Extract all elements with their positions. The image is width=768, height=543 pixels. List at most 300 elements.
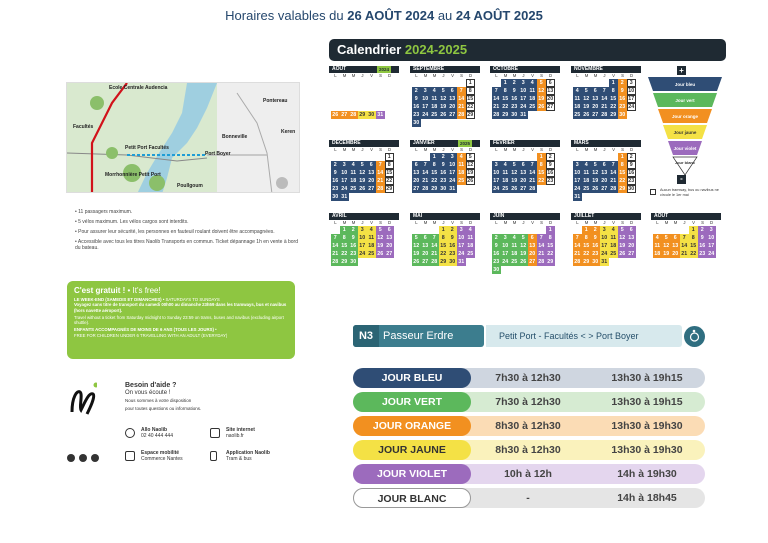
calendar-day: 4 xyxy=(609,226,618,234)
calendar-day: 24 xyxy=(708,251,715,257)
calendar-day: 15 xyxy=(690,243,697,249)
calendar-day: 28 xyxy=(458,112,465,118)
free-travel-box xyxy=(67,281,295,359)
calendar-day: 19 xyxy=(592,178,599,184)
calendar-day: 3 xyxy=(358,226,367,234)
plus-icon: + xyxy=(677,66,686,75)
info-item: • Pour assurer leur sécurité, les personnes en fauteuil roulant doivent être accompagnées. xyxy=(75,229,300,235)
month-name: NOVEMBRE xyxy=(571,66,641,73)
weekday-label: V xyxy=(370,73,373,78)
calendar-day: 14 xyxy=(377,170,384,176)
calendar-day: 11 xyxy=(574,96,581,102)
calendar-day: 16 xyxy=(619,96,626,102)
calendar-day: 2 xyxy=(331,161,340,169)
calendar-day: 1 xyxy=(430,153,439,161)
weekday-label: M xyxy=(342,220,347,225)
month-name: OCTOBRE xyxy=(490,66,560,73)
calendar-day: 6 xyxy=(519,161,528,169)
weekday-label: S xyxy=(379,147,382,152)
weekday-label: M xyxy=(423,147,428,152)
calendar-day: 24 xyxy=(458,251,465,257)
weekday-label: M xyxy=(351,220,356,225)
weekday-label: V xyxy=(612,73,615,78)
instagram-icon[interactable] xyxy=(79,454,87,462)
map-label-pontereau: Pontereau xyxy=(263,98,288,104)
calendar-day: 8 xyxy=(618,161,627,169)
holiday-icon xyxy=(650,189,656,195)
calendar-day: 27 xyxy=(520,186,527,192)
weekday-label: S xyxy=(460,147,463,152)
empty-cell xyxy=(582,153,591,161)
calendar-day: 24 xyxy=(601,251,608,257)
month-name: AOÛT 2024 xyxy=(329,66,399,73)
calendar-day: 28 xyxy=(538,259,545,265)
weekday-label: L xyxy=(415,220,418,225)
month-grid xyxy=(492,226,560,274)
calendar-day: 13 xyxy=(422,243,429,249)
weekday-label: L xyxy=(576,220,579,225)
calendar-day: 30 xyxy=(332,194,339,200)
calendar-day: 23 xyxy=(592,251,599,257)
calendar-day: 30 xyxy=(350,259,357,265)
calendar-day: 10 xyxy=(458,235,465,241)
calendar-day: 3 xyxy=(492,161,501,169)
calendar-day: 28 xyxy=(332,259,339,265)
calendar-day: 10 xyxy=(449,162,456,168)
calendar-year: 2024-2025 xyxy=(404,42,468,57)
weekday-label: L xyxy=(334,147,337,152)
free-weekend-desc: Voyagez sans titre de transport du samedi 00h00 au dimanche 23h59 dans les tramways, bus et navibus (hors navette aéroport). xyxy=(74,302,287,313)
calendar-day: 29 xyxy=(583,259,590,265)
calendar-day: 25 xyxy=(350,186,357,192)
calendar-day: 28 xyxy=(610,186,617,192)
calendar-day: 4 xyxy=(466,226,475,234)
weekday-label: M xyxy=(503,147,508,152)
calendar-day: 5 xyxy=(618,226,627,234)
calendar-day: 4 xyxy=(501,161,510,169)
info-item: • 11 passagers maximum. xyxy=(75,209,300,215)
free-children-fr: ENFANTS ACCOMPAGNÉS DE MOINS DE 6 ANS (TOUS LES JOURS) • xyxy=(74,327,217,333)
weekday-label: S xyxy=(540,147,543,152)
weekday-label: M xyxy=(351,73,356,78)
calendar-day: 23 xyxy=(511,104,518,110)
calendar-day: 12 xyxy=(467,162,474,168)
empty-cell xyxy=(537,226,546,234)
schedule-afternoon: 13h30 à 19h30 xyxy=(611,420,683,432)
weekday-label: D xyxy=(468,147,473,152)
calendar-day: 26 xyxy=(520,259,527,265)
calendar-day: 4 xyxy=(430,87,439,95)
schedule-day-type: JOUR VIOLET xyxy=(353,464,471,484)
calendar-day: 20 xyxy=(422,251,429,257)
x-twitter-icon[interactable] xyxy=(91,454,99,462)
calendar-day: 20 xyxy=(449,104,456,110)
calendar-day: 11 xyxy=(610,235,617,241)
calendar-day: 5 xyxy=(591,161,600,169)
month-grid xyxy=(412,153,480,193)
calendar-day: 8 xyxy=(430,161,439,169)
website-icon xyxy=(210,428,220,438)
month-grid xyxy=(331,79,399,119)
calendar-day: 25 xyxy=(431,112,438,118)
calendar-day: 28 xyxy=(601,112,608,118)
empty-cell xyxy=(591,153,600,161)
calendar-day: 15 xyxy=(467,96,474,102)
calendar-month xyxy=(571,140,641,201)
calendar-day: 6 xyxy=(671,234,680,242)
calendar-day: 14 xyxy=(601,96,608,102)
calendar-day: 19 xyxy=(538,96,545,102)
calendar-day: 27 xyxy=(628,251,635,257)
month-name: JANVIER 2025 xyxy=(410,140,480,147)
calendar-day: 1 xyxy=(385,153,394,161)
month-grid xyxy=(412,226,480,266)
calendar-day: 22 xyxy=(610,104,617,110)
calendar-day xyxy=(340,95,349,103)
month-grid xyxy=(653,226,721,258)
month-year: 2025 xyxy=(459,141,470,146)
weekday-label: J xyxy=(683,220,686,225)
empty-cell xyxy=(439,79,448,87)
month-name: AOÛT xyxy=(651,213,721,220)
calendar-day: 27 xyxy=(601,186,608,192)
calendar-day: 4 xyxy=(528,79,537,87)
weekday-label: M xyxy=(673,220,678,225)
weekday-label: D xyxy=(468,220,473,225)
calendar-day: 5 xyxy=(439,87,448,95)
calendar-day: 30 xyxy=(592,259,599,265)
empty-cell xyxy=(349,79,358,87)
weekday-label: L xyxy=(415,147,418,152)
schedule-row xyxy=(353,392,705,412)
free-weekend-en: • SATURDAYS TO SUNDAYS xyxy=(161,297,220,302)
calendar-day: 14 xyxy=(431,243,438,249)
calendar-day: 8 xyxy=(689,234,698,242)
calendar-day: 17 xyxy=(574,178,581,184)
calendar-day: 31 xyxy=(601,259,608,265)
empty-cell xyxy=(671,226,680,234)
calendar-day: 12 xyxy=(413,243,420,249)
calendar-day: 30 xyxy=(511,112,518,118)
contact-phone[interactable] xyxy=(141,427,173,439)
empty-cell xyxy=(501,153,510,161)
weekday-label: V xyxy=(612,220,615,225)
calendar-day: 24 xyxy=(502,259,509,265)
calendar-day: 4 xyxy=(653,234,662,242)
month-name: SEPTEMBRE xyxy=(410,66,480,73)
weekday-label: J xyxy=(442,73,445,78)
calendar-day: 31 xyxy=(520,112,527,118)
calendar-day: 25 xyxy=(502,186,509,192)
empty-cell xyxy=(412,226,421,234)
calendar-day: 3 xyxy=(600,226,609,234)
weekday-label: M xyxy=(584,73,589,78)
calendar-day: 10 xyxy=(493,170,500,176)
empty-cell xyxy=(421,226,430,234)
empty-cell xyxy=(358,153,367,161)
calendar-title: Calendrier xyxy=(337,42,405,57)
calendar-day: 26 xyxy=(377,251,384,257)
calendar-day: 14 xyxy=(574,243,581,249)
schedule-row xyxy=(353,416,705,436)
calendar-day: 6 xyxy=(421,234,430,242)
calendar-day xyxy=(358,87,367,95)
calendar-day: 7 xyxy=(376,161,385,169)
calendar-day: 5 xyxy=(412,234,421,242)
calendar-day: 1 xyxy=(537,153,546,161)
calendar-day: 14 xyxy=(529,170,536,176)
calendar-day xyxy=(385,95,394,103)
calendar-day: 14 xyxy=(332,243,339,249)
schedule-day-type: JOUR BLEU xyxy=(353,368,471,388)
calendar-day: 23 xyxy=(332,186,339,192)
calendar-day xyxy=(376,95,385,103)
weekday-label: J xyxy=(522,220,525,225)
month-grid xyxy=(412,79,480,127)
calendar-day: 1 xyxy=(439,226,448,234)
calendar-day: 3 xyxy=(501,234,510,242)
weekday-label: D xyxy=(629,147,634,152)
schedule-day-type: JOUR BLANC xyxy=(353,488,471,508)
wheelchair-drawing xyxy=(684,326,705,347)
contact-app[interactable] xyxy=(226,450,270,462)
calendar-day: 26 xyxy=(619,251,626,257)
calendar-day: 21 xyxy=(422,178,429,184)
calendar-day: 9 xyxy=(331,169,340,177)
empty-cell xyxy=(510,153,519,161)
calendar-day: 12 xyxy=(592,170,599,176)
calendar-day: 7 xyxy=(331,234,340,242)
contact-phone-value: 02 40 444 444 xyxy=(141,433,173,439)
weekday-label: M xyxy=(503,73,508,78)
weekday-label: M xyxy=(432,147,437,152)
facebook-icon[interactable] xyxy=(67,454,75,462)
calendar-day: 6 xyxy=(385,226,394,234)
month-name: JUILLET xyxy=(571,213,641,220)
calendar-day xyxy=(358,95,367,103)
schedule-afternoon: 13h30 à 19h15 xyxy=(611,372,683,384)
calendar-day: 6 xyxy=(627,226,636,234)
calendar-day: 18 xyxy=(458,170,465,176)
calendar-day: 16 xyxy=(547,170,554,176)
calendar-day: 18 xyxy=(368,243,375,249)
calendar-day: 19 xyxy=(359,178,366,184)
calendar-day: 22 xyxy=(690,251,697,257)
empty-cell xyxy=(492,79,501,87)
calendar-day xyxy=(385,103,394,111)
weekday-label: L xyxy=(334,220,337,225)
calendar-day: 10 xyxy=(601,235,608,241)
calendar-day: 14 xyxy=(458,96,465,102)
empty-cell xyxy=(600,153,609,161)
calendar-day: 19 xyxy=(413,251,420,257)
weekday-label: M xyxy=(432,73,437,78)
calendar-day: 10 xyxy=(574,170,581,176)
weekday-label: J xyxy=(361,220,364,225)
calendar-day: 19 xyxy=(583,104,590,110)
calendar-day: 8 xyxy=(340,234,349,242)
empty-cell xyxy=(492,153,501,161)
free-weekend-fr: LE WEEK-END (SAMEDIS ET DIMANCHES) xyxy=(74,297,162,302)
calendar-day: 5 xyxy=(582,87,591,95)
calendar-day xyxy=(340,103,349,111)
calendar-day: 27 xyxy=(386,251,393,257)
calendar-day xyxy=(385,87,394,95)
route-map xyxy=(66,82,300,193)
weekday-label: S xyxy=(460,220,463,225)
calendar-day xyxy=(349,95,358,103)
empty-cell xyxy=(519,153,528,161)
line-route: Petit Port - Facultés < > Port Boyer xyxy=(486,325,682,347)
contact-website[interactable] xyxy=(226,427,255,439)
month-grid xyxy=(331,153,399,201)
validity-header xyxy=(0,8,768,23)
calendar-day: 30 xyxy=(449,259,456,265)
calendar-day: 9 xyxy=(349,234,358,242)
calendar-day: 7 xyxy=(680,234,689,242)
empty-cell xyxy=(430,226,439,234)
calendar-day: 20 xyxy=(672,251,679,257)
weekday-label: M xyxy=(351,147,356,152)
calendar-day: 26 xyxy=(592,186,599,192)
empty-cell xyxy=(528,226,537,234)
help-desc-2: pour toutes questions ou informations. xyxy=(125,406,202,411)
calendar-day: 2 xyxy=(591,226,600,234)
calendar-day: 18 xyxy=(431,104,438,110)
empty-cell xyxy=(680,226,689,234)
calendar-day: 9 xyxy=(546,161,555,169)
month-name: JUIN xyxy=(490,213,560,220)
calendar-day: 10 xyxy=(341,170,348,176)
calendar-day: 2 xyxy=(492,234,501,242)
calendar-day: 24 xyxy=(520,104,527,110)
calendar-day: 13 xyxy=(592,96,599,102)
weekday-label: M xyxy=(423,73,428,78)
calendar-day: 10 xyxy=(359,235,366,241)
calendar-day: 2 xyxy=(448,226,457,234)
calendar-day: 7 xyxy=(573,234,582,242)
calendar-day: 7 xyxy=(600,87,609,95)
calendar-day: 11 xyxy=(350,170,357,176)
calendar-day: 9 xyxy=(698,234,707,242)
calendar-day xyxy=(367,95,376,103)
calendar-day: 6 xyxy=(546,79,555,87)
calendar-day: 15 xyxy=(610,96,617,102)
weekday-label: M xyxy=(503,220,508,225)
weekday-label: J xyxy=(603,147,606,152)
calendar-day: 2 xyxy=(510,79,519,87)
empty-cell xyxy=(421,79,430,87)
calendar-day xyxy=(349,103,358,111)
calendar-day: 14 xyxy=(422,170,429,176)
calendar-day: 2 xyxy=(627,153,636,161)
calendar-day: 31 xyxy=(449,186,456,192)
calendar-day: 24 xyxy=(628,104,635,110)
calendar-day: 12 xyxy=(377,235,384,241)
calendar-day: 28 xyxy=(493,112,500,118)
schedule-morning: 7h30 à 12h30 xyxy=(495,396,561,408)
calendar-day xyxy=(358,103,367,111)
minus-icon: - xyxy=(677,175,686,184)
calendar-day: 24 xyxy=(493,186,500,192)
calendar-month xyxy=(571,213,641,266)
calendar-day: 29 xyxy=(619,186,626,192)
calendar-day: 18 xyxy=(574,104,581,110)
calendar-day: 9 xyxy=(439,161,448,169)
calendar-day: 15 xyxy=(547,243,554,249)
calendar-month xyxy=(490,213,560,274)
calendar-day: 23 xyxy=(413,112,420,118)
calendar-day: 10 xyxy=(520,88,527,94)
calendar-day: 9 xyxy=(448,234,457,242)
calendar-day: 19 xyxy=(511,178,518,184)
calendar-day xyxy=(340,87,349,95)
calendar-day: 4 xyxy=(349,161,358,169)
month-name: MARS xyxy=(571,140,641,147)
calendar-day: 7 xyxy=(537,234,546,242)
calendar-day: 17 xyxy=(458,243,465,249)
calendar-day: 29 xyxy=(610,112,617,118)
free-weekend xyxy=(74,297,288,313)
calendar-day: 21 xyxy=(601,104,608,110)
weekday-label: D xyxy=(548,220,553,225)
calendar-day: 15 xyxy=(431,170,438,176)
calendar-day: 17 xyxy=(520,96,527,102)
empty-cell xyxy=(609,153,618,161)
calendar-day: 15 xyxy=(583,243,590,249)
validity-start: 26 AOÛT 2024 xyxy=(347,8,435,23)
calendar-day: 1 xyxy=(501,79,510,87)
weekday-label: M xyxy=(423,220,428,225)
calendar-day: 6 xyxy=(528,234,537,242)
empty-cell xyxy=(492,226,501,234)
calendar-day: 8 xyxy=(546,234,555,242)
schedule-row xyxy=(353,464,705,484)
weekday-label: S xyxy=(621,147,624,152)
calendar-day xyxy=(385,79,394,87)
calendar-day: 16 xyxy=(699,243,706,249)
calendar-day: 15 xyxy=(440,243,447,249)
weekday-label: J xyxy=(603,220,606,225)
calendar-month xyxy=(329,66,399,119)
weekday-label: M xyxy=(432,220,437,225)
calendar-day: 12 xyxy=(520,243,527,249)
month-name: AVRIL xyxy=(329,213,399,220)
calendar-day: 17 xyxy=(708,243,715,249)
legend-blanc: Jour blanc xyxy=(674,160,696,165)
calendar-day: 4 xyxy=(573,87,582,95)
empty-cell xyxy=(591,79,600,87)
calendar-day: 26 xyxy=(413,259,420,265)
month-name: MAI xyxy=(410,213,480,220)
calendar-day: 25 xyxy=(574,112,581,118)
contact-mobility[interactable] xyxy=(141,450,183,462)
calendar-day: 10 xyxy=(502,243,509,249)
calendar-day: 22 xyxy=(502,104,509,110)
calendar-day: 3 xyxy=(707,226,716,234)
calendar-day: 24 xyxy=(449,178,456,184)
calendar-day: 19 xyxy=(440,104,447,110)
calendar-day: 2 xyxy=(698,226,707,234)
calendar-day: 9 xyxy=(492,242,501,250)
calendar-day: 5 xyxy=(519,234,528,242)
calendar-day: 8 xyxy=(609,87,618,95)
calendar-day: 31 xyxy=(341,194,348,200)
weekday-label: M xyxy=(584,220,589,225)
calendar-day: 28 xyxy=(431,259,438,265)
calendar-header xyxy=(329,39,726,61)
calendar-day: 19 xyxy=(467,170,474,176)
